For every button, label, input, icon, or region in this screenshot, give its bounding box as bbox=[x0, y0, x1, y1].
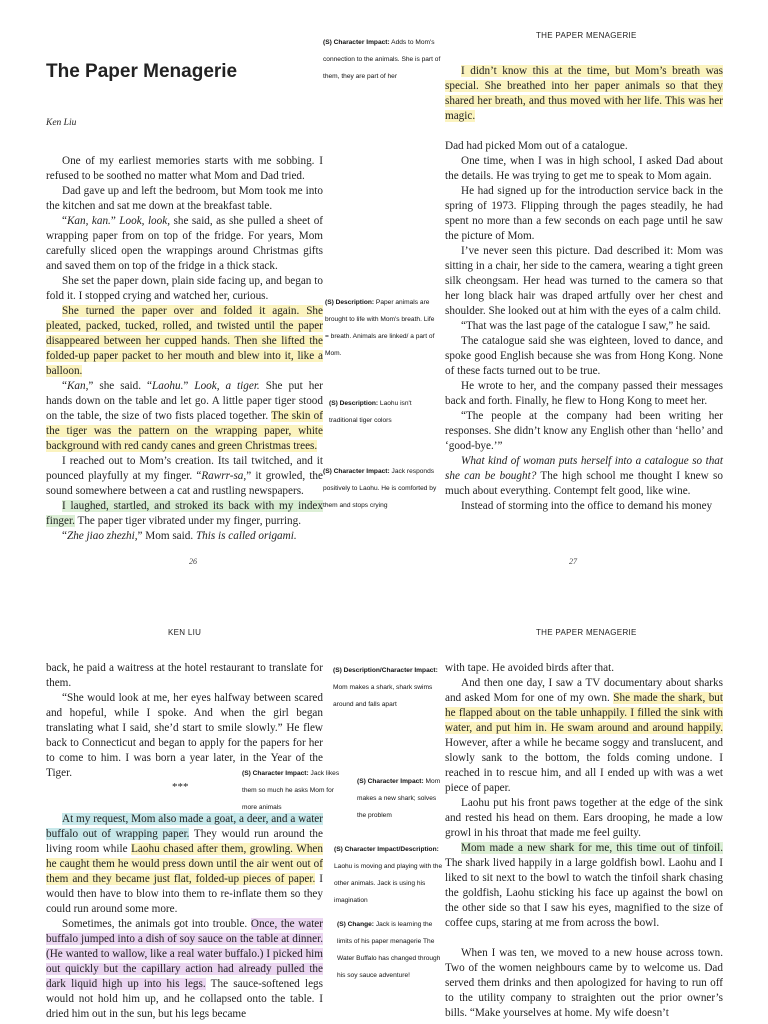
story-title: The Paper Menagerie bbox=[46, 61, 238, 82]
page-28-body-bottom: At my request, Mom also made a goat, a deer, and a water buffalo out of wrapping paper. They would run around the living room while Laohu chased after them, growling. When he caught them he would press down until the air went out of them and they became just flat, folded-up pieces of paper. I would then have to blow into them to re-inflate them so they could run around some more. Sometimes, the animals got into trouble. Once, the water buffalo jumped into a dish of soy sauce on the table at dinner. (He wanted to wallow, like a real water buffalo.) I picked him out quickly but the capillary action had already pulled the dark liquid high up into his legs. The sauce-softened legs would not hold him up, and he collapsed onto the table. I dried him out in the sun, but his legs became bbox=[46, 813, 323, 1020]
annotation-1: (S) Character Impact: Adds to Mom's connection to the animals. She is part of them, they are part of her bbox=[323, 39, 441, 80]
annotation-2: (S) Description: Paper animals are brought to life with Mom's breath. Life = breath. Animals are linked/ a part of Mom. bbox=[325, 299, 435, 357]
page-27-body: I didn’t know this at the time, but Mom’s breath was special. She breathed into her paper animals so that they shared her breath, and thus moved with her life. This was her magic. Dad had picked Mom out of a catalogue. One time, when I was in high school, I asked Dad about the details. He was trying to get me to speak to Mom again. He had signed up for the introduction service back in the spring of 1973. Flipping through the pages steadily, he had spent no more than a few seconds on each page until he saw the picture of Mom. I’ve never seen this picture. Dad described it: Mom was sitting in a chair, her side to the camera, wearing a tight green silk cheongsam. Her head was turned to the camera so that her long black hair was draped artfully over her chest and shoulder. She looked out at him with the eyes of a calm child. “That was the last page of the catalogue I saw,” he said. The catalogue said she was eighteen, loved to dance, and spoke good English because she was from Hong Kong. None of these facts turned out to be true. He wrote to her, and the company passed their messages back and forth. Finally, he flew to Hong Kong to meet her. “The people at the company had been writing her responses. She didn’t know any English other than ‘hello’ and ‘good-bye.’” What kind of woman puts herself into a catalogue so that she can be bought? The high school me thought I knew so much about everything. Contempt felt good, like wine. Instead of storming into the office to demand his money bbox=[445, 65, 723, 512]
page-number-26: 26 bbox=[189, 557, 197, 566]
author-name: Ken Liu bbox=[46, 118, 77, 128]
annotation-8: (S) Character Impact/Description: Laohu is moving and playing with the other animals. Jack is using his imagination bbox=[334, 846, 443, 904]
running-header-right-bottom: THE PAPER MENAGERIE bbox=[536, 628, 637, 637]
page-26-body: One of my earliest memories starts with me sobbing. I refused to be soothed no matter what Mom and Dad tried. Dad gave up and left the bedroom, but Mom took me into the kitchen and sat me down at the breakfast table. “Kan, kan.” Look, look, she said, as she pulled a sheet of wrapping paper from on top of the fridge. For years, Mom carefully sliced open the wrappings around Christmas gifts and saved them on top of the fridge in a thick stack. She set the paper down, plain side facing up, and began to fold it. I stopped crying and watched her, curious. She turned the paper over and folded it again. She pleated, packed, tucked, rolled, and twisted until the paper disappeared between her cupped hands. Then she lifted the folded-up paper packet to her mouth and blew into it, like a balloon. “Kan,” she said. “Laohu.” Look, a tiger. She put her hands down on the table and let go. A little paper tiger stood on the table, the size of two fists placed together. The skin of the tiger was the pattern on the wrapping paper, white background with red candy canes and green Christmas trees. I reached out to Mom’s creation. Its tail twitched, and it pounced playfully at my finger. “Rawrr-sa,” it growled, the sound somewhere between a cat and rustling newspapers. I laughed, startled, and stroked its back with my index finger. The paper tiger vibrated under my finger, purring. “Zhe jiao zhezhi,” Mom said. This is called origami. bbox=[46, 155, 324, 542]
page-28-body-top: back, he paid a waitress at the hotel restaurant to translate for them. “She would look at me, her eyes halfway between scared and hopeful, while I spoke. And when the girl began translating what I said, she’d start to smile slowly.” He flew back to Connecticut and began to apply for the papers for her to come to him. I was born a year later, in the Year of the Tiger. bbox=[46, 662, 323, 779]
running-header-left-bottom: KEN LIU bbox=[168, 628, 202, 637]
annotation-5: (S) Description/Character Impact: Mom makes a shark, shark swims around and falls apart bbox=[333, 667, 438, 708]
annotation-9: (S) Change: Jack is learning the limits of his paper menagerie The Water Buffalo has changed through his soy sauce adventure! bbox=[337, 921, 441, 979]
annotation-3: (S) Description: Laohu isn't traditional tiger colors bbox=[329, 400, 412, 424]
section-break: *** bbox=[172, 781, 189, 793]
page-29-body: with tape. He avoided birds after that. And then one day, I saw a TV documentary about sharks and asked Mom for one of my own. She made the shark, but he flapped about on the table unhappily. I filled the sink with water, and put him in. He swam around and around happily. However, after a while he became soggy and translucent, and slowly sank to the bottom, the folds coming undone. I reached in to rescue him, and all I ended up with was a wet piece of paper. Laohu put his front paws together at the edge of the sink and rested his head on them. Ears drooping, he made a low growl in his throat that made me feel guilty. Mom made a new shark for me, this time out of tinfoil. The shark lived happily in a large goldfish bowl. Laohu and I liked to sit next to the bowl to watch the tinfoil shark chasing the goldfish, Laohu sticking his face up against the bowl on the other side so that I saw his eyes, magnified to the size of coffee cups, staring at me from across the bowl. When I was ten, we moved to a new house across town. Two of the women neighbours came by to welcome us. Dad served them drinks and then apologized for having to run off to the utility company to straighten out the prior owner’s bills. “Make yourselves at home. My wife doesn’t bbox=[445, 662, 723, 1019]
annotation-4: (S) Character Impact: Jack responds positively to Laohu. He is comforted by them and stops crying bbox=[323, 468, 437, 509]
annotation-6: (S) Character Impact: Jack likes them so much he asks Mom for more animals bbox=[242, 770, 340, 811]
running-header-right-top: THE PAPER MENAGERIE bbox=[536, 31, 637, 40]
annotation-7: (S) Character Impact: Mom makes a new shark; solves the problem bbox=[357, 778, 441, 819]
page-number-27: 27 bbox=[569, 557, 577, 566]
